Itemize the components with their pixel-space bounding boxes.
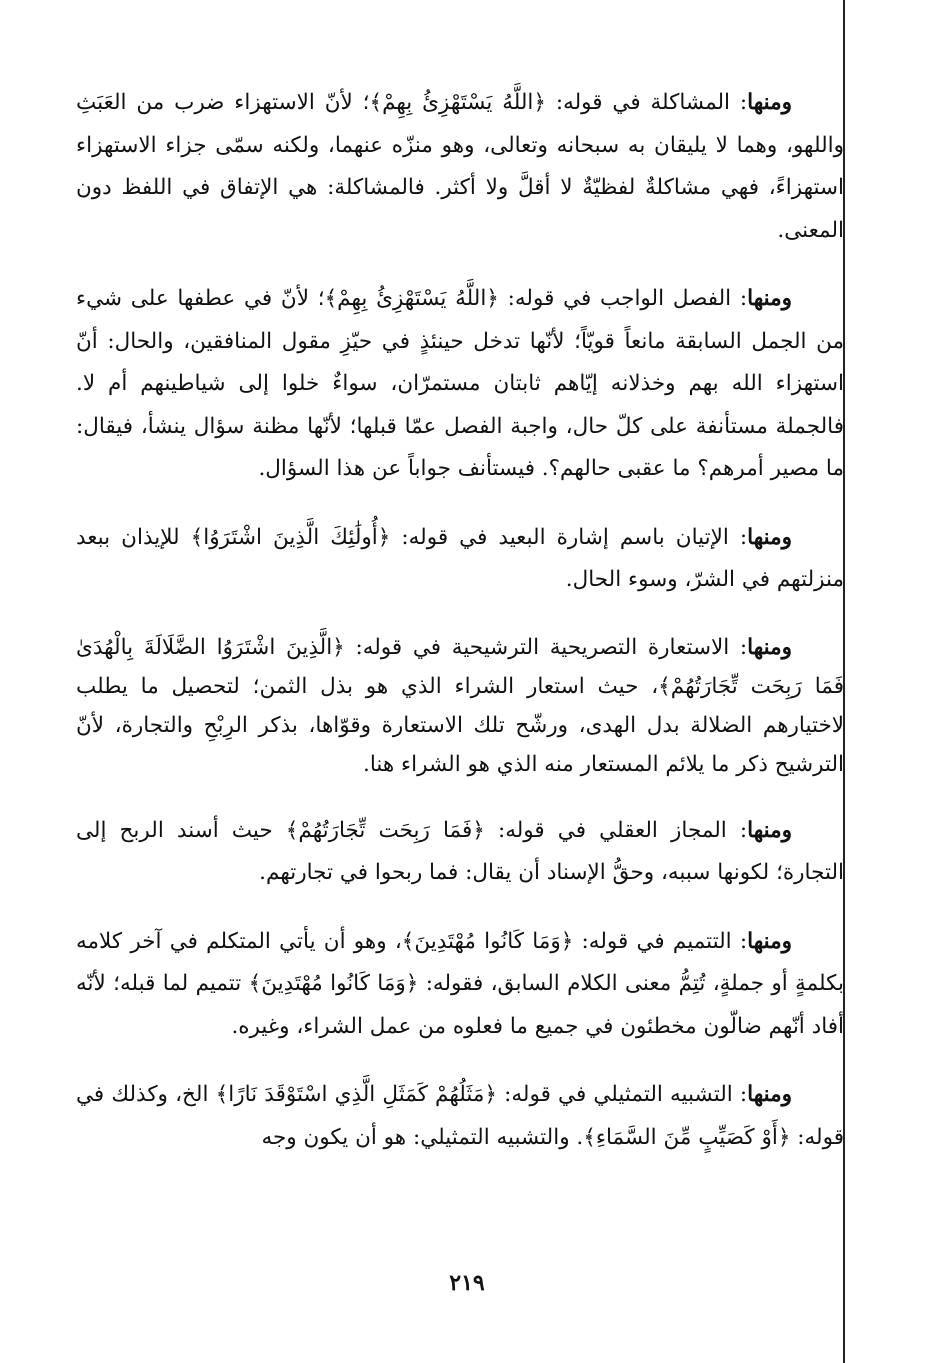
paragraph-tatmim bbox=[76, 921, 844, 1049]
paragraph-term: ومنها bbox=[747, 286, 792, 311]
paragraph-text: : التشبيه التمثيلي في قوله: ﴿مَثَلُهُمْ كَمَثَلِ الَّذِي اسْتَوْقَدَ نَارًا﴾ الخ، وكذلك في قوله: ﴿أَوْ كَصَيِّبٍ مِّنَ السَّمَاءِ﴾. والتشبيه التمثيلي: هو أن يكون وجه bbox=[76, 1082, 844, 1150]
paragraph-tashbih bbox=[76, 1074, 844, 1159]
paragraph-istiara bbox=[76, 628, 844, 784]
paragraph-fasl bbox=[76, 278, 844, 491]
paragraph-term: ومنها bbox=[747, 817, 792, 843]
body-text bbox=[76, 82, 844, 1185]
paragraph-term: ومنها bbox=[747, 634, 792, 660]
paragraph-text: : المشاكلة في قوله: ﴿اللَّهُ يَسْتَهْزِئُ بِهِمْ﴾؛ لأنّ الاستهزاء ضرب من العَبَثِ واللهو، وهما لا يليقان به سبحانه وتعالى، وهو منزّه عنهما، ولكنه سمّى جزاء الاستهزاء استهزاءً، فهي مشاكلةٌ لفظيّةٌ لا أقلَّ ولا أكثر. فالمشاكلة: هي الإتفاق في اللفظ دون المعنى. bbox=[76, 90, 844, 243]
paragraph-term: ومنها bbox=[747, 1082, 792, 1107]
paragraph-ishara bbox=[76, 517, 844, 602]
paragraph-mushakala bbox=[76, 82, 844, 252]
paragraph-term: ومنها bbox=[747, 928, 792, 954]
paragraph-majaz bbox=[76, 810, 844, 895]
paragraph-text: : الإتيان باسم إشارة البعيد في قوله: ﴿أُولَٰئِكَ الَّذِينَ اشْتَرَوُا﴾ للإيذان ببعد منزلتهم في الشرّ، وسوء الحال. bbox=[76, 524, 844, 592]
paragraph-term: ومنها bbox=[747, 90, 792, 115]
paragraph-text: : الفصل الواجب في قوله: ﴿اللَّهُ يَسْتَهْزِئُ بِهِمْ﴾؛ لأنّ في عطفها على شيء من الجمل السابقة مانعاً قويّاً؛ لأنّها تدخل حينئذٍ في حيّزِ مقول المنافقين، والحال: أنّ استهزاء الله بهم وخذلانه إيّاهم ثابتان مستمرّان، سواءٌ خلوا إلى شياطينهم أم لا. فالجملة مستأنفة على كلّ حال، واجبة الفصل عمّا قبلها؛ لأنّها مظنة سؤال ينشأ، فيقال: ما مصير أمرهم؟ ما عقبى حالهم؟. فيستأنف جواباً عن هذا السؤال. bbox=[76, 286, 844, 481]
paragraph-text: : المجاز العقلي في قوله: ﴿فَمَا رَبِحَت تِّجَارَتُهُمْ﴾ حيث أسند الربح إلى التجارة؛ لكونها سببه، وحقُّ الإسناد أن يقال: فما ربحوا في تجارتهم. bbox=[76, 817, 844, 885]
paragraph-text: : الاستعارة التصريحية الترشيحية في قوله: ﴿الَّذِينَ اشْتَرَوُا الضَّلَالَةَ بِالْهُدَىٰ فَمَا رَبِحَت تِّجَارَتُهُمْ﴾، حيث استعار الشراء الذي هو بذل الثمن؛ لتحصيل ما يطلب لاختيارهم الضلالة بدل الهدى، ورشّح تلك الاستعارة وقوّاها، بذكر الرِبْحِ والتجارة، لأنّ الترشيح ذكر ما يلائم المستعار منه الذي هو الشراء هنا. bbox=[76, 634, 844, 777]
paragraph-term: ومنها bbox=[747, 524, 792, 550]
paragraph-text: : التتميم في قوله: ﴿وَمَا كَانُوا مُهْتَدِينَ﴾، وهو أن يأتي المتكلم في آخر كلامه بكلمةٍ أو جملةٍ، تُتِمُّ معنى الكلام السابق، فقوله: ﴿وَمَا كَانُوا مُهْتَدِينَ﴾ تتميم لما قبله؛ لأنّه أفاد أنّهم ضالّون مخطئون في جميع ما فعلوه من عمل الشراء، وغيره. bbox=[76, 928, 844, 1039]
page-number: ٢١٩ bbox=[449, 1270, 485, 1296]
